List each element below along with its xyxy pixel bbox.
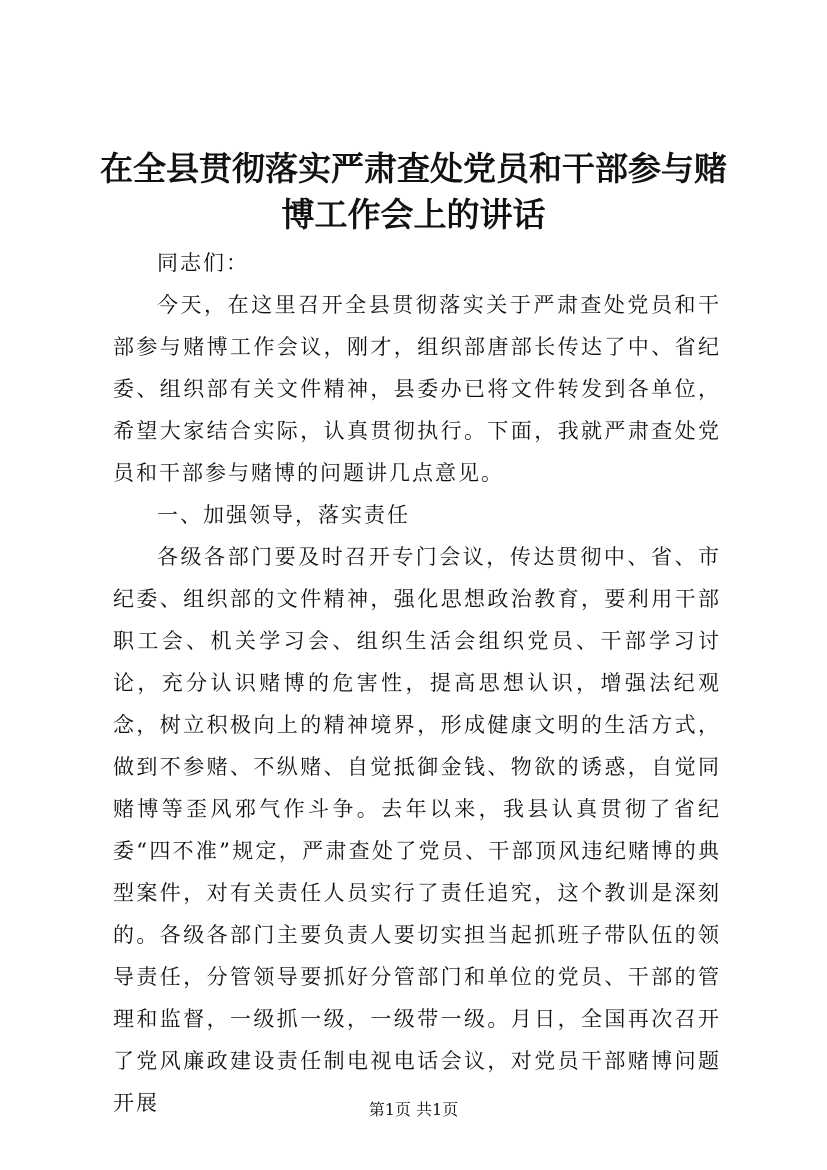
paragraph: 今天，在这里召开全县贯彻落实关于严肃查处党员和干部参与赌博工作会议，刚才，组织部唐部长传达了中、省纪委、组织部有关文件精神，县委办已将文件转发到各单位，希望大家结合实际，认真贯彻执行。下面，我就严肃查处党员和干部参与赌博的问题讲几点意见。 xyxy=(113,293,721,485)
page-footer: 第1页 共1页 xyxy=(368,1100,459,1119)
salutation: 同志们： xyxy=(157,251,249,275)
paragraph: 各级各部门要及时召开专门会议，传达贯彻中、省、市纪委、组织部的文件精神，强化思想政治教育，要利用干部职工会、机关学习会、组织生活会组织党员、干部学习讨论，充分认识赌博的危害性，提高思想认识，增强法纪观念，树立积极向上的精神境界，形成健康文明的生活方式，做到不参赌、不纵赌、自觉抵御金钱、物欲的诱惑，自觉同赌博等歪风邪气作斗争。去年以来，我县认真贯彻了省纪委“四不准”规定，严肃查处了党员、干部顶风违纪赌博的典型案件，对有关责任人员实行了责任追究，这个教训是深刻的。各级各部门主要负责人要切实担当起抓班子带队伍的领导责任，分管领导要抓好分管部门和单位的党员、干部的管理和监督，一级抓一级，一级带一级。月日，全国再次召开了党风廉政建设责任制电视电话会议，对党员干部赌博问题开展 xyxy=(113,545,721,1115)
document-title: 在全县贯彻落实严肃查处党员和干部参与赌博工作会上的讲话 xyxy=(100,149,727,234)
section-heading: 一、加强领导，落实责任 xyxy=(157,503,410,527)
document-body xyxy=(113,242,721,1124)
